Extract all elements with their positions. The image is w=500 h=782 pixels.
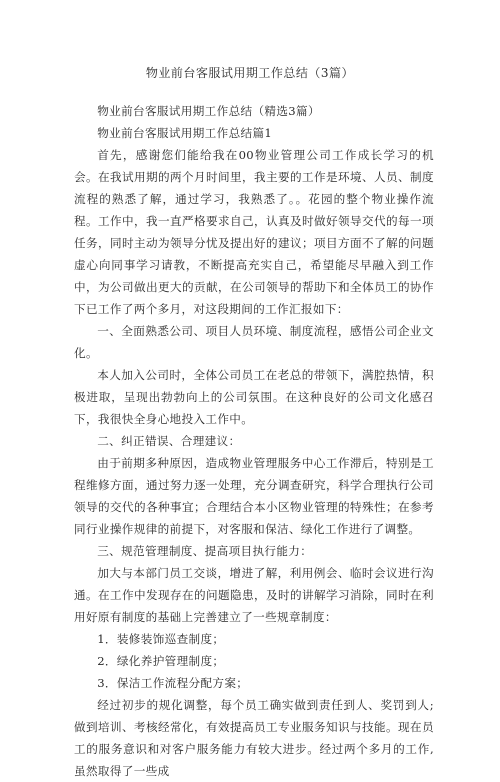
document-title: 物业前台客服试用期工作总结（3篇） <box>145 66 355 80</box>
body-paragraph: 经过初步的规化调整，每个员工确实做到责任到人、奖罚到人;做到培训、考核经常化，有效提高员工专业服务知识与技能。现在员工的服务意识和对客户服务能力有较大进步。经过两个多月的工作,虽然取得了一些成 <box>74 698 434 778</box>
heading-paragraph: 三、规范管理制度、提高项目执行能力： <box>97 544 313 558</box>
body-paragraph: 本人加入公司时，全体公司员工在老总的带领下，满腔热情，积极进取，呈现出勃勃向上的公司氛围。在这种良好的公司文化感召下，我很快全身心地投入工作中。 <box>74 368 434 426</box>
list-item: 3．保洁工作流程分配方案； <box>97 676 249 690</box>
list-item: 2．绿化养护管理制度； <box>97 654 225 668</box>
list-item: 1．装修装饰巡查制度； <box>97 632 225 646</box>
body-paragraph: 首先，感谢您们能给我在00物业管理公司工作成长学习的机会。在我试用期的两个月时间里，我主要的工作是环境、人员、制度流程的熟悉了解，通过学习，我熟悉了。。花园的整个物业操作流程。工作中，我一直严格要求自己，认真及时做好领导交代的每一项任务，同时主动为领导分忧及提出好的建议；项目方面不了解的问题虚心向同事学习请教，不断提高充实自己，希望能尽早融入到工作中，为公司做出更大的贡献，在公司领导的帮助下和全体员工的协作下已工作了两个多月，对这段期间的工作汇报如下： <box>74 148 434 316</box>
subtitle-paragraph: 物业前台客服试用期工作总结（精选3篇） <box>97 104 320 118</box>
heading-paragraph: 一、全面熟悉公司、项目人员环境、制度流程，感悟公司企业文化。 <box>74 324 434 360</box>
body-paragraph: 加大与本部门员工交谈，增进了解，利用例会、临时会议进行沟通。在工作中发现存在的问题隐患，及时的讲解学习消除，同时在利用好原有制度的基础上完善建立了一些规章制度： <box>74 566 434 624</box>
document-body <box>74 100 434 782</box>
body-paragraph: 由于前期多种原因，造成物业管理服务中心工作滞后，特别是工程维修方面，通过努力逐一处理，充分调查研究，科学合理执行公司领导的交代的各种事宜；合理结合本小区物业管理的特殊性；在参考同行业操作规律的前提下，对客服和保洁、绿化工作进行了调整。 <box>74 456 434 536</box>
heading-paragraph: 二、纠正错误、合理建议： <box>97 434 241 448</box>
section-heading-paragraph: 物业前台客服试用期工作总结篇1 <box>97 126 273 140</box>
